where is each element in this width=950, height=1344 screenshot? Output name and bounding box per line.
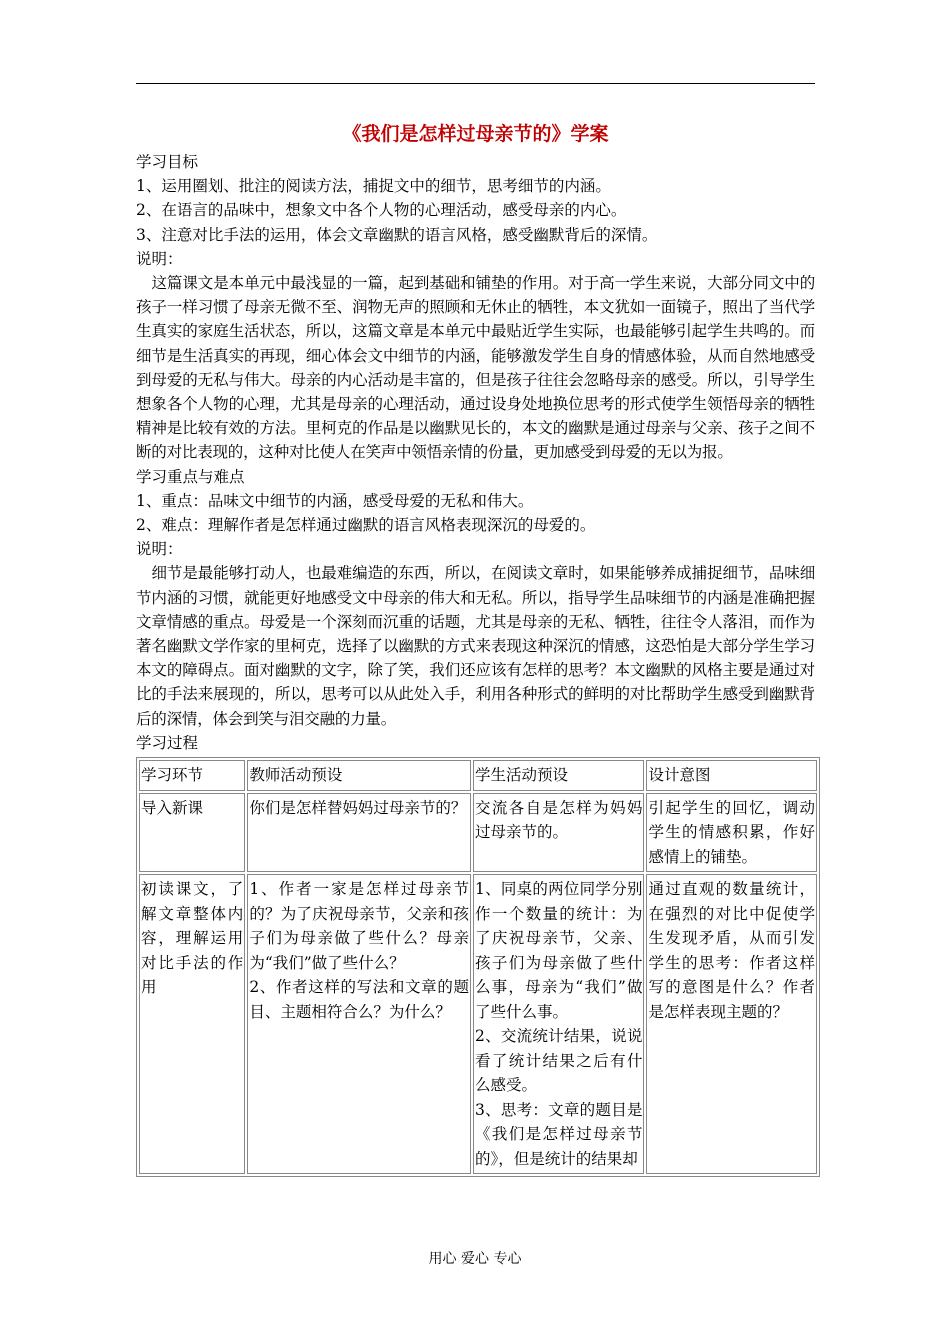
table-cell: [473, 874, 645, 1174]
header-rule: [136, 83, 815, 84]
table-header-row: [139, 760, 817, 791]
table-cell: 初读课文，了解文章整体内容，理解运用对比手法的作用: [139, 874, 245, 1174]
table-cell: 通过直观的数量统计，在强烈的对比中促使学生发现矛盾，从而引发学生的思考：作者这样写的意图是什么？作者是怎样表现主题的？: [646, 874, 817, 1174]
table-header-cell: 学习环节: [139, 760, 245, 791]
table-header-cell: 教师活动预设: [247, 760, 471, 791]
student-activity-item: 2、交流统计结果，说说看了统计结果之后有什么感受。: [474, 1027, 643, 1095]
table-cell: 交流各自是怎样为妈妈过母亲节的。: [473, 793, 645, 873]
goal-item: 1、运用圈划、批注的阅读方法，捕捉文中的细节，思考细节的内涵。: [136, 177, 611, 196]
teacher-activity-item: 2、作者这样的写法和文章的题目、主题相符合么？为什么？: [249, 978, 469, 1021]
student-activity-item: 1、同桌的两位同学分别作一个数量的统计：为了庆祝母亲节，父亲、孩子们为母亲做了些什么事，母亲为“我们”做了些什么事。: [474, 880, 643, 1021]
table-cell: 引起学生的回忆，调动学生的情感积累，作好感情上的铺垫。: [646, 793, 817, 873]
process-table: [136, 757, 820, 1177]
table-header-cell: 学生活动预设: [473, 760, 645, 791]
keypoint-item: 2、难点：理解作者是怎样通过幽默的语言风格表现深沉的母爱的。: [136, 516, 596, 535]
document-body: [136, 120, 815, 1177]
note-paragraph: 细节是最能够打动人，也最难编造的东西，所以，在阅读文章时，如果能够养成捕捉细节，品味细节内涵的习惯，就能更好地感受文中母亲的伟大和无私。所以，指导学生品味细节的内涵是准确把握文章情感的重点。母爱是一个深刻而沉重的话题，尤其是母亲的无私、牺牲，往往令人落泪，而作为著名幽默文学作家的里柯克，选择了以幽默的方式来表现这种深沉的情感，这恐怕是大部分学生学习本文的障碍点。面对幽默的文字，除了笑，我们还应该有怎样的思考？本文幽默的风格主要是通过对比的手法来展现的，所以，思考可以从此处入手，利用各种形式的鲜明的对比帮助学生感受到幽默背后的深情，体会到笑与泪交融的力量。: [136, 564, 815, 728]
table-header-cell: 设计意图: [646, 760, 817, 791]
table-cell: 导入新课: [139, 793, 245, 873]
page-footer: 用心 爱心 专心: [428, 1251, 522, 1267]
teacher-activity-item: 1、作者一家是怎样过母亲节的？为了庆祝母亲节，父亲和孩子们为母亲做了些什么？母亲为“我们”做了些什么？: [249, 880, 469, 972]
keypoint-item: 1、重点：品味文中细节的内涵，感受母爱的无私和伟大。: [136, 491, 534, 510]
goal-item: 3、注意对比手法的运用，体会文章幽默的语言风格，感受幽默背后的深情。: [136, 225, 658, 244]
note-label: 说明：: [136, 249, 183, 268]
table-cell: 你们是怎样替妈妈过母亲节的？: [247, 793, 471, 873]
note-label: 说明：: [136, 540, 183, 559]
table-row: [139, 793, 817, 873]
page-title: 《我们是怎样过母亲节的》学案: [342, 123, 609, 145]
goal-item: 2、在语言的品味中，想象文中各个人物的心理活动，感受母亲的内心。: [136, 201, 627, 220]
section-heading-goals: 学习目标: [136, 153, 199, 171]
section-heading-process: 学习过程: [136, 733, 199, 752]
table-cell: [247, 874, 471, 1174]
table-row: [139, 874, 817, 1174]
note-paragraph: 这篇课文是本单元中最浅显的一篇，起到基础和铺垫的作用。对于高一学生来说，大部分同文中的孩子一样习惯了母亲无微不至、润物无声的照顾和无休止的牺牲，本文犹如一面镜子，照出了当代学生真实的家庭生活状态，所以，这篇文章是本单元中最贴近学生实际，也最能够引起学生共鸣的。而细节是生活真实的再现，细心体会文中细节的内涵，能够激发学生自身的情感体验，从而自然地感受到母爱的无私与伟大。母亲的内心活动是丰富的，但是孩子往往会忽略母亲的感受。所以，引导学生想象各个人物的心理，尤其是母亲的心理活动，通过设身处地换位思考的形式使学生领悟母亲的牺牲精神是比较有效的方法。里柯克的作品是以幽默见长的，本文的幽默是通过母亲与父亲、孩子之间不断的对比表现的，这种对比使人在笑声中领悟亲情的份量，更加感受到母爱的无以为报。: [136, 274, 815, 462]
student-activity-item: 3、思考：文章的题目是《我们是怎样过母亲节的》，但是统计的结果却: [474, 1100, 643, 1168]
section-heading-keypoints: 学习重点与难点: [136, 467, 245, 486]
